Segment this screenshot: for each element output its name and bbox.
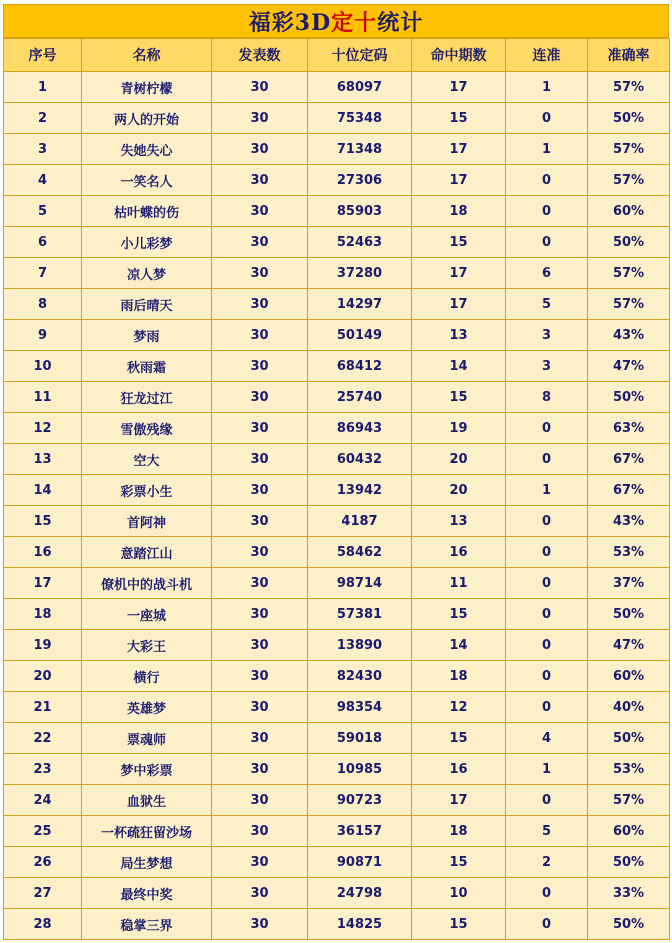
cell-tens-code: 50149 [308, 320, 412, 351]
cell-tens-code: 98354 [308, 692, 412, 723]
cell-index: 10 [4, 351, 82, 382]
cell-streak: 1 [506, 475, 588, 506]
cell-tens-code: 24798 [308, 878, 412, 909]
cell-index: 19 [4, 630, 82, 661]
page-title-prefix: 福彩3D [248, 9, 332, 36]
column-header-name[interactable]: 名称 [82, 39, 212, 72]
cell-hit-periods: 15 [412, 103, 506, 134]
cell-accuracy: 43% [588, 320, 670, 351]
cell-streak: 0 [506, 165, 588, 196]
column-header-streak[interactable]: 连准 [506, 39, 588, 72]
cell-accuracy: 50% [588, 909, 670, 940]
cell-hit-periods: 11 [412, 568, 506, 599]
cell-accuracy: 67% [588, 475, 670, 506]
cell-name: 梦雨 [82, 320, 212, 351]
cell-accuracy: 40% [588, 692, 670, 723]
cell-index: 24 [4, 785, 82, 816]
cell-post-count: 30 [212, 227, 308, 258]
cell-hit-periods: 14 [412, 351, 506, 382]
cell-accuracy: 63% [588, 413, 670, 444]
cell-name: 僚机中的战斗机 [82, 568, 212, 599]
cell-hit-periods: 18 [412, 196, 506, 227]
table-row [4, 754, 670, 785]
table-row [4, 630, 670, 661]
cell-post-count: 30 [212, 599, 308, 630]
cell-accuracy: 60% [588, 816, 670, 847]
cell-tens-code: 82430 [308, 661, 412, 692]
cell-tens-code: 4187 [308, 506, 412, 537]
cell-index: 23 [4, 754, 82, 785]
cell-tens-code: 75348 [308, 103, 412, 134]
cell-name: 秋雨霜 [82, 351, 212, 382]
cell-tens-code: 52463 [308, 227, 412, 258]
cell-index: 15 [4, 506, 82, 537]
cell-post-count: 30 [212, 754, 308, 785]
cell-index: 7 [4, 258, 82, 289]
cell-index: 1 [4, 72, 82, 103]
cell-accuracy: 57% [588, 289, 670, 320]
cell-index: 27 [4, 878, 82, 909]
cell-post-count: 30 [212, 506, 308, 537]
cell-accuracy: 67% [588, 444, 670, 475]
cell-index: 16 [4, 537, 82, 568]
column-header-tens-code[interactable]: 十位定码 [308, 39, 412, 72]
cell-hit-periods: 13 [412, 320, 506, 351]
cell-hit-periods: 17 [412, 785, 506, 816]
table-row [4, 475, 670, 506]
cell-name: 雨后晴天 [82, 289, 212, 320]
cell-hit-periods: 20 [412, 475, 506, 506]
cell-hit-periods: 19 [412, 413, 506, 444]
cell-streak: 0 [506, 692, 588, 723]
cell-index: 6 [4, 227, 82, 258]
table-row [4, 599, 670, 630]
page-title [249, 6, 423, 37]
table-row [4, 165, 670, 196]
cell-name: 青树柠檬 [82, 72, 212, 103]
cell-streak: 6 [506, 258, 588, 289]
cell-accuracy: 50% [588, 599, 670, 630]
table-row [4, 258, 670, 289]
cell-accuracy: 47% [588, 351, 670, 382]
cell-streak: 0 [506, 413, 588, 444]
cell-tens-code: 86943 [308, 413, 412, 444]
cell-index: 11 [4, 382, 82, 413]
cell-name: 凉人梦 [82, 258, 212, 289]
column-header-post-count[interactable]: 发表数 [212, 39, 308, 72]
cell-hit-periods: 15 [412, 723, 506, 754]
cell-index: 12 [4, 413, 82, 444]
table-header [4, 39, 670, 72]
cell-name: 一座城 [82, 599, 212, 630]
cell-tens-code: 98714 [308, 568, 412, 599]
cell-streak: 0 [506, 661, 588, 692]
cell-name: 空大 [82, 444, 212, 475]
cell-post-count: 30 [212, 72, 308, 103]
column-header-index[interactable]: 序号 [4, 39, 82, 72]
cell-post-count: 30 [212, 289, 308, 320]
cell-accuracy: 50% [588, 723, 670, 754]
cell-streak: 0 [506, 506, 588, 537]
cell-tens-code: 14825 [308, 909, 412, 940]
cell-name: 枯叶蝶的伤 [82, 196, 212, 227]
cell-index: 18 [4, 599, 82, 630]
cell-name: 血狱生 [82, 785, 212, 816]
cell-streak: 4 [506, 723, 588, 754]
cell-index: 4 [4, 165, 82, 196]
cell-streak: 8 [506, 382, 588, 413]
table-row [4, 72, 670, 103]
cell-post-count: 30 [212, 630, 308, 661]
cell-streak: 1 [506, 72, 588, 103]
cell-post-count: 30 [212, 196, 308, 227]
cell-accuracy: 50% [588, 103, 670, 134]
cell-name: 票魂师 [82, 723, 212, 754]
cell-tens-code: 14297 [308, 289, 412, 320]
cell-name: 最终中奖 [82, 878, 212, 909]
cell-name: 失她失心 [82, 134, 212, 165]
cell-post-count: 30 [212, 134, 308, 165]
cell-streak: 1 [506, 134, 588, 165]
cell-hit-periods: 15 [412, 382, 506, 413]
cell-accuracy: 37% [588, 568, 670, 599]
table-row [4, 847, 670, 878]
cell-post-count: 30 [212, 413, 308, 444]
cell-tens-code: 10985 [308, 754, 412, 785]
table-row [4, 568, 670, 599]
cell-post-count: 30 [212, 537, 308, 568]
cell-index: 13 [4, 444, 82, 475]
table-header-row [4, 39, 670, 72]
table-row [4, 413, 670, 444]
cell-streak: 0 [506, 444, 588, 475]
cell-accuracy: 57% [588, 134, 670, 165]
cell-index: 22 [4, 723, 82, 754]
table-row [4, 382, 670, 413]
cell-streak: 1 [506, 754, 588, 785]
column-header-accuracy[interactable]: 准确率 [588, 39, 670, 72]
table-row [4, 506, 670, 537]
cell-index: 25 [4, 816, 82, 847]
cell-tens-code: 27306 [308, 165, 412, 196]
cell-name: 狂龙过江 [82, 382, 212, 413]
cell-accuracy: 53% [588, 537, 670, 568]
cell-name: 横行 [82, 661, 212, 692]
cell-streak: 0 [506, 909, 588, 940]
cell-tens-code: 85903 [308, 196, 412, 227]
table-row [4, 878, 670, 909]
cell-tens-code: 37280 [308, 258, 412, 289]
table-row [4, 723, 670, 754]
cell-index: 28 [4, 909, 82, 940]
cell-streak: 0 [506, 537, 588, 568]
cell-name: 首阿神 [82, 506, 212, 537]
table-row [4, 537, 670, 568]
page-title-highlight: 定十 [331, 9, 378, 36]
cell-post-count: 30 [212, 909, 308, 940]
table-row [4, 134, 670, 165]
cell-hit-periods: 17 [412, 72, 506, 103]
cell-index: 20 [4, 661, 82, 692]
cell-post-count: 30 [212, 661, 308, 692]
cell-streak: 0 [506, 227, 588, 258]
table-body [4, 72, 670, 940]
cell-hit-periods: 15 [412, 847, 506, 878]
cell-post-count: 30 [212, 382, 308, 413]
table-row [4, 103, 670, 134]
cell-tens-code: 90871 [308, 847, 412, 878]
cell-accuracy: 60% [588, 196, 670, 227]
cell-post-count: 30 [212, 878, 308, 909]
cell-tens-code: 25740 [308, 382, 412, 413]
cell-post-count: 30 [212, 847, 308, 878]
cell-hit-periods: 10 [412, 878, 506, 909]
cell-index: 26 [4, 847, 82, 878]
cell-tens-code: 60432 [308, 444, 412, 475]
cell-index: 14 [4, 475, 82, 506]
cell-name: 稳掌三界 [82, 909, 212, 940]
cell-name: 两人的开始 [82, 103, 212, 134]
cell-accuracy: 50% [588, 847, 670, 878]
cell-name: 一杯疏狂留沙场 [82, 816, 212, 847]
statistics-table [3, 38, 670, 940]
cell-tens-code: 68412 [308, 351, 412, 382]
cell-accuracy: 60% [588, 661, 670, 692]
cell-accuracy: 33% [588, 878, 670, 909]
cell-hit-periods: 18 [412, 661, 506, 692]
cell-name: 局生梦想 [82, 847, 212, 878]
cell-hit-periods: 15 [412, 227, 506, 258]
cell-accuracy: 50% [588, 227, 670, 258]
table-row [4, 692, 670, 723]
table-row [4, 785, 670, 816]
cell-hit-periods: 18 [412, 816, 506, 847]
cell-post-count: 30 [212, 351, 308, 382]
column-header-hit-periods[interactable]: 命中期数 [412, 39, 506, 72]
page-title-suffix: 统计 [377, 9, 424, 36]
cell-hit-periods: 16 [412, 537, 506, 568]
cell-post-count: 30 [212, 475, 308, 506]
cell-tens-code: 13890 [308, 630, 412, 661]
table-row [4, 196, 670, 227]
table-row [4, 909, 670, 940]
cell-tens-code: 68097 [308, 72, 412, 103]
cell-hit-periods: 20 [412, 444, 506, 475]
cell-post-count: 30 [212, 692, 308, 723]
cell-post-count: 30 [212, 258, 308, 289]
cell-accuracy: 57% [588, 258, 670, 289]
cell-post-count: 30 [212, 165, 308, 196]
cell-streak: 5 [506, 289, 588, 320]
cell-streak: 0 [506, 103, 588, 134]
page-title-bar [3, 4, 669, 38]
table-row [4, 351, 670, 382]
cell-name: 梦中彩票 [82, 754, 212, 785]
cell-accuracy: 57% [588, 165, 670, 196]
cell-accuracy: 43% [588, 506, 670, 537]
cell-name: 小儿彩梦 [82, 227, 212, 258]
cell-tens-code: 36157 [308, 816, 412, 847]
cell-hit-periods: 13 [412, 506, 506, 537]
cell-streak: 0 [506, 599, 588, 630]
cell-index: 17 [4, 568, 82, 599]
cell-hit-periods: 15 [412, 909, 506, 940]
cell-index: 5 [4, 196, 82, 227]
cell-tens-code: 71348 [308, 134, 412, 165]
cell-index: 2 [4, 103, 82, 134]
cell-accuracy: 53% [588, 754, 670, 785]
cell-tens-code: 90723 [308, 785, 412, 816]
cell-tens-code: 59018 [308, 723, 412, 754]
cell-name: 意踏江山 [82, 537, 212, 568]
cell-index: 8 [4, 289, 82, 320]
cell-hit-periods: 16 [412, 754, 506, 785]
cell-accuracy: 50% [588, 382, 670, 413]
cell-streak: 0 [506, 196, 588, 227]
cell-hit-periods: 17 [412, 258, 506, 289]
cell-streak: 0 [506, 785, 588, 816]
cell-accuracy: 47% [588, 630, 670, 661]
cell-index: 21 [4, 692, 82, 723]
cell-streak: 3 [506, 320, 588, 351]
cell-index: 9 [4, 320, 82, 351]
cell-accuracy: 57% [588, 72, 670, 103]
cell-streak: 3 [506, 351, 588, 382]
cell-hit-periods: 14 [412, 630, 506, 661]
cell-tens-code: 58462 [308, 537, 412, 568]
cell-tens-code: 13942 [308, 475, 412, 506]
cell-accuracy: 57% [588, 785, 670, 816]
table-row [4, 320, 670, 351]
cell-name: 大彩王 [82, 630, 212, 661]
cell-post-count: 30 [212, 320, 308, 351]
cell-streak: 0 [506, 630, 588, 661]
cell-hit-periods: 17 [412, 289, 506, 320]
table-row [4, 289, 670, 320]
table-row [4, 816, 670, 847]
table-row [4, 661, 670, 692]
cell-name: 彩票小生 [82, 475, 212, 506]
cell-index: 3 [4, 134, 82, 165]
cell-hit-periods: 15 [412, 599, 506, 630]
cell-post-count: 30 [212, 568, 308, 599]
cell-post-count: 30 [212, 723, 308, 754]
cell-streak: 5 [506, 816, 588, 847]
cell-hit-periods: 12 [412, 692, 506, 723]
cell-streak: 0 [506, 568, 588, 599]
table-row [4, 227, 670, 258]
cell-streak: 2 [506, 847, 588, 878]
cell-hit-periods: 17 [412, 165, 506, 196]
cell-post-count: 30 [212, 785, 308, 816]
cell-name: 一笑名人 [82, 165, 212, 196]
cell-streak: 0 [506, 878, 588, 909]
cell-tens-code: 57381 [308, 599, 412, 630]
cell-post-count: 30 [212, 444, 308, 475]
cell-post-count: 30 [212, 103, 308, 134]
cell-post-count: 30 [212, 816, 308, 847]
table-row [4, 444, 670, 475]
cell-name: 雪傲残缘 [82, 413, 212, 444]
cell-name: 英雄梦 [82, 692, 212, 723]
cell-hit-periods: 17 [412, 134, 506, 165]
